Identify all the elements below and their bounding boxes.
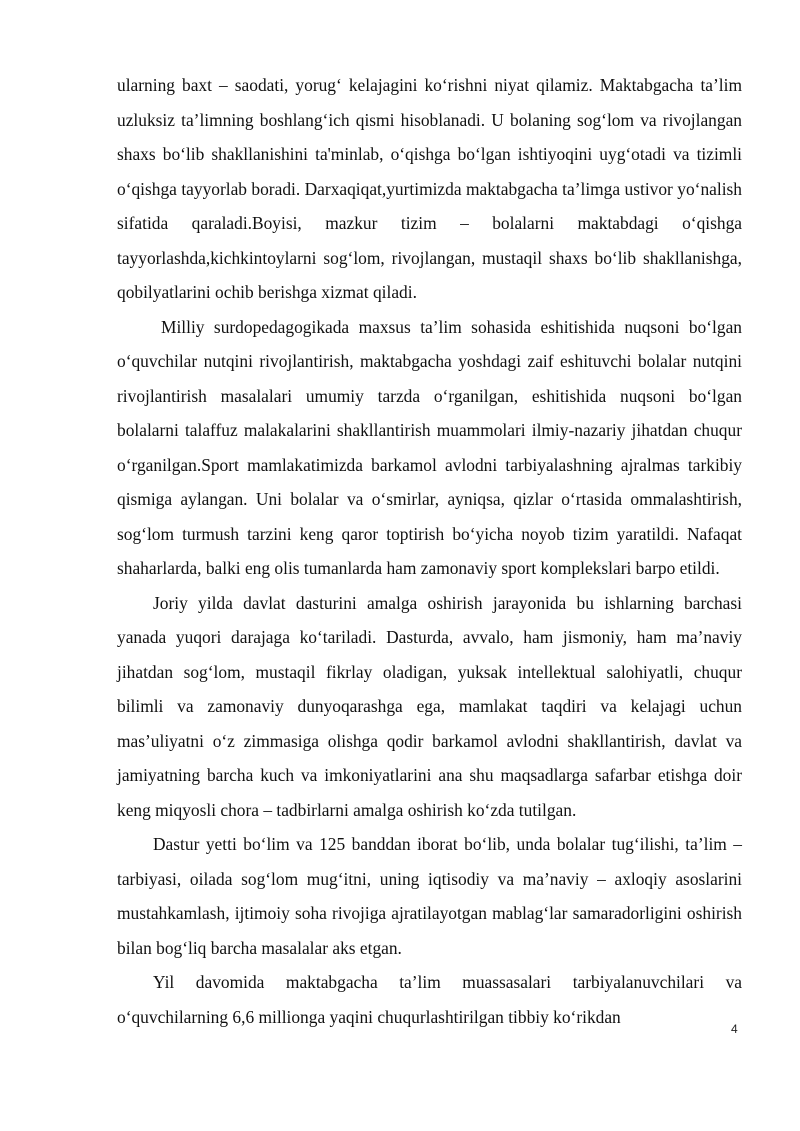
paragraph-state-program: Joriy yilda davlat dasturini amalga oshirish jarayonida bu ishlarning barchasi yanada yuqori darajaga ko‘tariladi. Dasturda, avvalo, ham jismoniy, ham ma’naviy jihatdan sog‘lom, mustaqil fikrlay oladigan, yuksak intellektual salohiyatli, chuqur bilimli va zamonaviy dunyoqarashga ega, mamlakat taqdiri va kelajagi uchun mas’uliyatni o‘z zimmasiga olishga qodir barkamol avlodni shakllantirish, davlat va jamiyatning barcha kuch va imkoniyatlarini ana shu maqsadlarga safarbar etishga doir keng miqyosli chora – tadbirlarni amalga oshirish ko‘zda tutilgan. [117, 592, 742, 820]
page-number: 4 [731, 1022, 738, 1036]
paragraph-medical-checkup: Yil davomida maktabgacha ta’lim muassasalari tarbiyalanuvchilari va o‘quvchilarning 6,6 millionga yaqini chuqurlashtirilgan tibbiy ko‘rikdan [117, 972, 742, 1027]
paragraph-continuation: ularning baxt – saodati, yorug‘ kelajagini ko‘rishni niyat qilamiz. Maktabgacha ta’lim uzluksiz ta’limning boshlang‘ich qismi hisoblanadi. U bolaning sog‘lom va rivojlangan shaxs bo‘lib shakllanishini ta'minlab, o‘qishga bo‘lgan ishtiyoqini uyg‘otadi va tizimli o‘qishga tayyorlab boradi. Darxaqiqat,yurtimizda maktabgacha ta’limga ustivor yo‘nalish sifatida qaraladi.Boyisi, mazkur tizim – bolalarni maktabdagi o‘qishga tayyorlashda,kichkintoylarni sog‘lom, rivojlangan, mustaqil shaxs bo‘lib shakllanishga, qobilyatlarini ochib berishga xizmat qiladi. [117, 75, 742, 302]
paragraph-surdopedagogy: Milliy surdopedagogikada maxsus ta’lim sohasida eshitishida nuqsoni bo‘lgan o‘quvchilar nutqini rivojlantirish, maktabgacha yoshdagi zaif eshituvchi bolalar nutqini rivojlantirish masalalari umumiy tarzda o‘rganilgan, eshitishida nuqsoni bo‘lgan bolalarni talaffuz malakalarini shakllantirish muammolari ilmiy-nazariy jihatdan chuqur o‘rganilgan.Sport mamlakatimizda barkamol avlodni tarbiyalashning ajralmas tarkibiy qismiga aylangan. Uni bolalar va o‘smirlar, ayniqsa, qizlar o‘rtasida ommalashtirish, sog‘lom turmush tarzini keng qaror toptirish bo‘yicha noyob tizim yaratildi. Nafaqat shaharlarda, balki eng olis tumanlarda ham zamonaviy sport komplekslari barpo etildi. [117, 316, 742, 578]
paragraph-program-structure: Dastur yetti bo‘lim va 125 banddan iborat bo‘lib, unda bolalar tug‘ilishi, ta’lim – tarbiyasi, oilada sog‘lom mug‘itni, uning iqtisodiy va ma’naviy – axloqiy asoslarini mustahkamlash, ijtimoiy soha rivojiga ajratilayotgan mablag‘lar samaradorligini oshirish bilan bog‘liq barcha masalalar aks etgan. [117, 834, 742, 958]
body-text [117, 68, 742, 1034]
